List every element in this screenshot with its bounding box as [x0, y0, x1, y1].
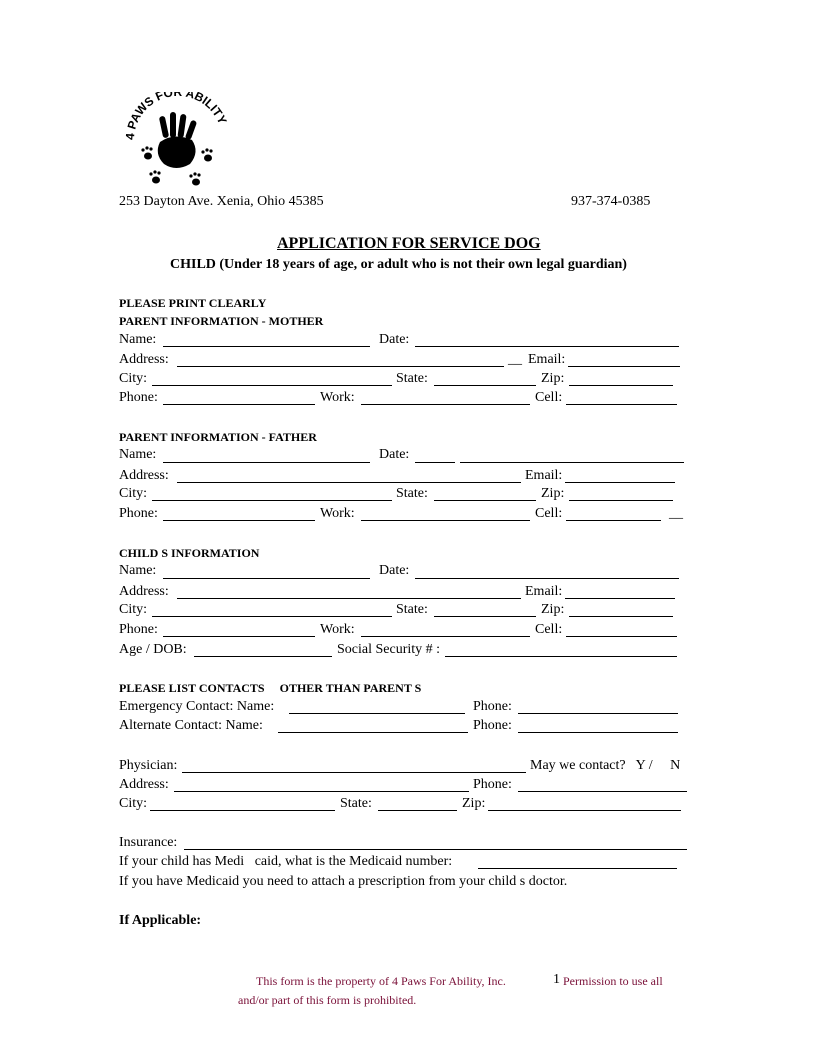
child-city-label: City: — [119, 602, 148, 617]
physician-address-field[interactable] — [174, 791, 469, 792]
child-email-label: Email: — [525, 584, 563, 599]
father-date-label: Date: — [379, 447, 410, 462]
mother-address-field[interactable] — [177, 366, 504, 367]
child-work-field[interactable] — [361, 636, 530, 637]
child-state-label: State: — [396, 602, 428, 617]
mother-city-field[interactable] — [152, 385, 392, 386]
physician-label: Physician: — [119, 758, 178, 773]
mother-name-field[interactable] — [163, 346, 370, 347]
physician-state-field[interactable] — [378, 810, 457, 811]
child-ssn-field[interactable] — [445, 656, 677, 657]
father-phone-field[interactable] — [163, 520, 315, 521]
contacts-section-heading: PLEASE LIST CONTACTS OTHER THAN PARENT S — [119, 681, 422, 695]
emergency-phone-label: Phone: — [473, 699, 512, 714]
father-zip-field[interactable] — [569, 500, 673, 501]
child-cell-field[interactable] — [566, 636, 677, 637]
alternate-phone-field[interactable] — [518, 732, 678, 733]
father-cell-extra: __ — [669, 506, 683, 521]
if-applicable-heading: If Applicable: — [119, 913, 202, 928]
physician-city-label: City: — [119, 796, 148, 811]
child-name-field[interactable] — [163, 578, 370, 579]
footer-property-notice: This form is the property of 4 Paws For Ability, Inc. — [256, 974, 506, 988]
father-name-label: Name: — [119, 447, 157, 462]
alternate-contact-label: Alternate Contact: Name: — [119, 718, 263, 733]
mother-cell-label: Cell: — [535, 390, 563, 405]
handprint-with-paws-icon — [118, 92, 230, 192]
father-cell-field[interactable] — [566, 520, 661, 521]
mother-address-gap: __ — [508, 352, 522, 367]
logo — [118, 92, 230, 192]
form-subtitle: CHILD (Under 18 years of age, or adult who is not their own legal guardian) — [170, 257, 627, 272]
emergency-contact-name-field[interactable] — [289, 713, 465, 714]
print-clearly-note: PLEASE PRINT CLEARLY — [119, 296, 267, 310]
father-address-label: Address: — [119, 468, 169, 483]
child-ssn-label: Social Security # : — [337, 642, 441, 657]
alternate-contact-name-field[interactable] — [278, 732, 468, 733]
footer-permission-notice: Permission to use all — [563, 974, 663, 988]
insurance-label: Insurance: — [119, 835, 178, 850]
logo-text: 4 PAWS FOR ABILITY — [122, 92, 230, 141]
child-email-field[interactable] — [565, 598, 675, 599]
father-email-label: Email: — [525, 468, 563, 483]
child-age-dob-field[interactable] — [194, 656, 332, 657]
mother-state-field[interactable] — [434, 385, 536, 386]
insurance-field[interactable] — [184, 849, 687, 850]
form-title: APPLICATION FOR SERVICE DOG — [277, 235, 541, 252]
mother-address-label: Address: — [119, 352, 169, 367]
father-date-field-extension[interactable] — [460, 462, 684, 463]
alternate-phone-label: Phone: — [473, 718, 512, 733]
child-state-field[interactable] — [434, 616, 536, 617]
physician-zip-field[interactable] — [488, 810, 681, 811]
mother-name-label: Name: — [119, 332, 157, 347]
mother-zip-field[interactable] — [569, 385, 673, 386]
physician-zip-label: Zip: — [462, 796, 486, 811]
father-state-field[interactable] — [434, 500, 536, 501]
child-phone-field[interactable] — [163, 636, 315, 637]
father-state-label: State: — [396, 486, 428, 501]
emergency-contact-label: Emergency Contact: Name: — [119, 699, 275, 714]
father-work-field[interactable] — [361, 520, 530, 521]
father-work-label: Work: — [320, 506, 355, 521]
child-address-label: Address: — [119, 584, 169, 599]
father-city-field[interactable] — [152, 500, 392, 501]
mother-phone-label: Phone: — [119, 390, 158, 405]
mother-date-field[interactable] — [415, 346, 679, 347]
physician-city-field[interactable] — [150, 810, 335, 811]
svg-text:4 PAWS FOR ABILITY — [123, 92, 230, 140]
emergency-phone-field[interactable] — [518, 713, 678, 714]
child-address-field[interactable] — [177, 598, 521, 599]
father-section-heading: PARENT INFORMATION - FATHER — [119, 430, 317, 444]
child-phone-label: Phone: — [119, 622, 158, 637]
footer-prohibited-notice: and/or part of this form is prohibited. — [238, 993, 417, 1007]
child-date-field[interactable] — [415, 578, 679, 579]
mother-work-label: Work: — [320, 390, 355, 405]
org-phone: 937-374-0385 — [571, 194, 651, 209]
father-email-field[interactable] — [565, 482, 675, 483]
father-date-field[interactable] — [415, 462, 455, 463]
physician-state-label: State: — [340, 796, 372, 811]
physician-phone-field[interactable] — [518, 791, 687, 792]
child-city-field[interactable] — [152, 616, 392, 617]
physician-address-label: Address: — [119, 777, 169, 792]
mother-date-label: Date: — [379, 332, 410, 347]
footer-mark: 1 — [553, 972, 560, 987]
father-zip-label: Zip: — [541, 486, 565, 501]
father-phone-label: Phone: — [119, 506, 158, 521]
mother-email-label: Email: — [528, 352, 566, 367]
mother-city-label: City: — [119, 371, 148, 386]
child-zip-field[interactable] — [569, 616, 673, 617]
mother-section-heading: PARENT INFORMATION - MOTHER — [119, 314, 324, 328]
father-address-field[interactable] — [177, 482, 521, 483]
physician-field[interactable] — [182, 772, 526, 773]
org-address: 253 Dayton Ave. Xenia, Ohio 45385 — [119, 194, 324, 209]
may-we-contact-question[interactable]: May we contact? Y / N — [530, 758, 681, 773]
mother-work-field[interactable] — [361, 404, 530, 405]
child-date-label: Date: — [379, 563, 410, 578]
mother-cell-field[interactable] — [566, 404, 677, 405]
father-city-label: City: — [119, 486, 148, 501]
mother-phone-field[interactable] — [163, 404, 315, 405]
mother-email-field[interactable] — [568, 366, 680, 367]
father-name-field[interactable] — [163, 462, 370, 463]
child-name-label: Name: — [119, 563, 157, 578]
child-work-label: Work: — [320, 622, 355, 637]
medicaid-number-label: If your child has Medi caid, what is the Medicaid number: — [119, 854, 453, 869]
medicaid-prescription-note: If you have Medicaid you need to attach a prescription from your child s doctor. — [119, 874, 568, 889]
child-age-dob-label: Age / DOB: — [119, 642, 187, 657]
mother-zip-label: Zip: — [541, 371, 565, 386]
mother-state-label: State: — [396, 371, 428, 386]
child-cell-label: Cell: — [535, 622, 563, 637]
medicaid-number-field[interactable] — [478, 868, 677, 869]
child-zip-label: Zip: — [541, 602, 565, 617]
child-section-heading: CHILD S INFORMATION — [119, 546, 260, 560]
physician-phone-label: Phone: — [473, 777, 512, 792]
father-cell-label: Cell: — [535, 506, 563, 521]
